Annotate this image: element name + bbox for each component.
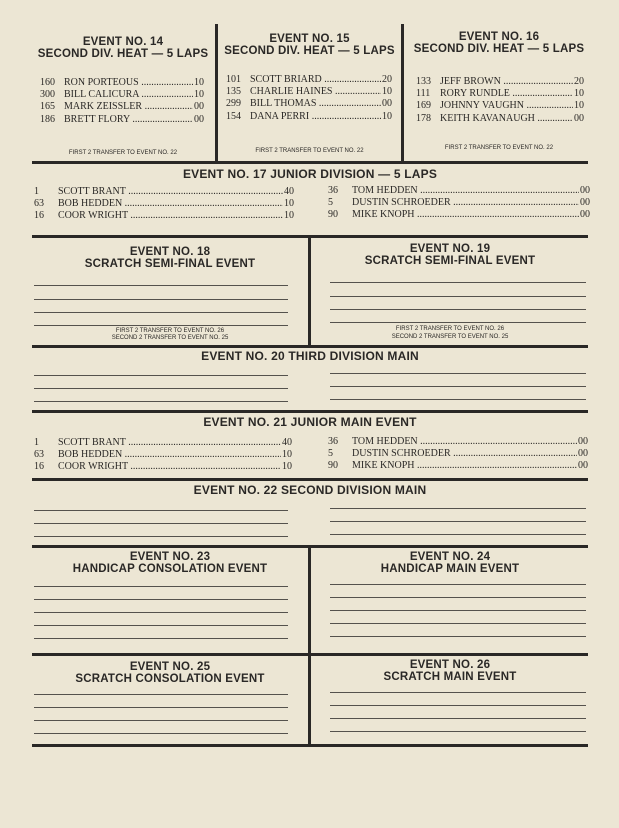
car-number: 36 [328,185,338,196]
write-in-line [330,636,586,637]
driver-name: DUSTIN SCHROEDER ..... [352,197,579,209]
write-in-line [330,322,586,323]
event-14-number: EVENT NO. 14 [82,36,164,48]
event-15-subtitle: SECOND DIV. HEAT — 5 LAPS [224,45,395,57]
entry-row [40,89,204,101]
event-24-title [312,551,588,575]
points: 20 [574,76,584,87]
event-24-number: EVENT NO. 24 [409,551,491,563]
event-18-note-first: FIRST 2 TRANSFER TO EVENT NO. 26 [115,328,225,334]
event-14-title [32,36,214,60]
write-in-line [34,285,288,286]
points: 10 [574,88,584,100]
write-in-line [330,399,586,400]
car-number: 160 [40,77,55,88]
driver-name: BILL CALICURA ..... [64,89,193,101]
write-in-line [330,705,586,706]
car-number: 16 [34,461,44,473]
car-number: 135 [226,86,241,98]
entry-row [328,448,588,460]
entry-row [226,98,392,110]
write-in-line [330,521,586,522]
event-15-title [218,33,401,57]
write-in-line [34,312,288,313]
event-14-entries [40,77,204,126]
write-in-line [34,388,288,389]
driver-name: COOR WRIGHT ..... [58,210,283,222]
points: 00 [578,448,588,460]
entry-row [40,77,204,89]
entry-row [40,114,204,126]
points: 10 [284,198,294,210]
points: 10 [282,461,292,473]
write-in-line [330,373,586,374]
points: 10 [284,210,294,222]
event-17-left-entries [34,186,294,223]
driver-name: SCOTT BRIARD ..... [250,74,381,86]
event-24-subtitle: HANDICAP MAIN EVENT [380,563,520,575]
write-in-line [34,694,288,695]
driver-name: BOB HEDDEN ..... [58,449,281,461]
event-19-note-second: SECOND 2 TRANSFER TO EVENT NO. 25 [391,334,509,340]
event-16-number: EVENT NO. 16 [458,31,540,43]
event-14-transfer-note: FIRST 2 TRANSFER TO EVENT NO. 22 [68,150,178,156]
car-number: 90 [328,209,338,221]
car-number: 1 [34,437,39,448]
car-number: 300 [40,89,55,101]
points: 00 [580,209,590,221]
driver-name: SCOTT BRANT ..... [58,437,281,449]
rule-event-21-bottom [32,478,588,481]
car-number: 5 [328,197,333,209]
write-in-line [330,692,586,693]
rule-page-bottom [32,744,588,747]
points: 00 [578,460,588,472]
write-in-line [34,375,288,376]
event-21-left-entries [34,437,292,474]
write-in-line [34,586,288,587]
write-in-line [330,386,586,387]
driver-name: TOM HEDDEN ..... [352,185,579,197]
write-in-line [330,731,586,732]
event-20-title: EVENT NO. 20 THIRD DIVISION MAIN [201,349,419,363]
driver-name: BRETT FLORY ..... [64,114,193,126]
write-in-line [34,401,288,402]
write-in-line [34,523,288,524]
write-in-line [34,299,288,300]
entry-row [416,76,584,88]
entry-row [40,101,204,113]
driver-name: RORY RUNDLE ..... [440,88,573,100]
entry-row [416,113,584,125]
rule-event-20-bottom [32,410,588,413]
write-in-line [34,599,288,600]
points: 20 [382,74,392,85]
driver-name: KEITH KAVANAUGH ..... [440,113,573,125]
write-in-line [34,707,288,708]
event-26-title [312,659,588,683]
car-number: 165 [40,101,55,113]
rule-event-23-24-bottom [32,653,588,656]
event-18-subtitle: SCRATCH SEMI-FINAL EVENT [84,258,256,270]
event-18-number: EVENT NO. 18 [129,246,211,258]
event-15-entries [226,74,392,123]
car-number: 169 [416,100,431,112]
points: 10 [382,86,392,98]
car-number: 1 [34,186,39,197]
entry-row [226,74,392,86]
write-in-line [34,536,288,537]
driver-name: MIKE KNOPH ..... [352,209,579,221]
rule-event-18-19-bottom [32,345,588,348]
car-number: 178 [416,112,431,124]
points: 00 [574,112,584,124]
event-23-number: EVENT NO. 23 [129,551,211,563]
points: 40 [284,186,294,197]
entry-row [328,197,590,209]
entry-row [328,436,588,448]
entry-row [34,210,294,222]
entry-row [226,111,392,123]
write-in-line [330,309,586,310]
driver-name: DUSTIN SCHROEDER ..... [352,448,577,460]
entry-row [328,209,590,221]
write-in-line [34,612,288,613]
points: 00 [580,197,590,209]
points: 40 [282,437,292,448]
event-19-number: EVENT NO. 19 [409,243,491,255]
event-16-subtitle: SECOND DIV. HEAT — 5 LAPS [413,43,585,55]
write-in-line [34,510,288,511]
write-in-line [34,638,288,639]
driver-name: DANA PERRI ..... [250,111,381,123]
write-in-line [34,720,288,721]
divider-event-18-19 [308,236,311,346]
event-16-transfer-note: FIRST 2 TRANSFER TO EVENT NO. 22 [444,145,554,151]
event-15-number: EVENT NO. 15 [269,33,350,45]
driver-name: MARK ZEISSLER ..... [64,101,193,113]
divider-heat-15-16 [401,24,404,162]
entry-row [416,88,584,100]
car-number: 133 [416,76,431,87]
car-number: 5 [328,448,333,460]
write-in-line [330,610,586,611]
driver-name: SCOTT BRANT ..... [58,186,283,198]
entry-row [34,198,294,210]
event-15-transfer-note: FIRST 2 TRANSFER TO EVENT NO. 22 [255,148,364,154]
event-21-title: EVENT NO. 21 JUNIOR MAIN EVENT [203,415,417,429]
driver-name: TOM HEDDEN ..... [352,436,577,448]
rule-heats-bottom [32,161,588,164]
points: 00 [382,98,392,110]
write-in-line [330,584,586,585]
event-19-subtitle: SCRATCH SEMI-FINAL EVENT [364,255,536,267]
car-number: 90 [328,460,338,472]
points: 00 [194,113,204,125]
points: 10 [282,449,292,461]
entry-row [416,100,584,112]
driver-name: CHARLIE HAINES ..... [250,86,381,98]
event-18-note-second: SECOND 2 TRANSFER TO EVENT NO. 25 [111,335,229,341]
points: 00 [580,185,590,196]
car-number: 111 [416,88,431,100]
write-in-line [330,296,586,297]
event-16-entries [416,76,584,125]
write-in-line [330,623,586,624]
entry-row [34,449,292,461]
event-25-title [32,661,308,685]
event-26-number: EVENT NO. 26 [409,659,491,671]
entry-row [34,437,292,449]
car-number: 101 [226,74,241,85]
driver-name: MIKE KNOPH ..... [352,460,577,472]
driver-name: COOR WRIGHT ..... [58,461,281,473]
event-17-title: EVENT NO. 17 JUNIOR DIVISION — 5 LAPS [182,167,438,181]
entry-row [34,186,294,198]
event-19-note-first: FIRST 2 TRANSFER TO EVENT NO. 26 [395,326,505,332]
write-in-line [330,282,586,283]
write-in-line [330,718,586,719]
write-in-line [34,325,288,326]
event-23-subtitle: HANDICAP CONSOLATION EVENT [72,563,268,575]
write-in-line [34,625,288,626]
event-25-number: EVENT NO. 25 [129,661,211,673]
divider-events-23-26 [308,546,311,745]
car-number: 186 [40,113,55,125]
points: 10 [194,89,204,101]
event-14-subtitle: SECOND DIV. HEAT — 5 LAPS [37,48,209,60]
write-in-line [34,733,288,734]
event-19-title [312,243,588,267]
event-26-subtitle: SCRATCH MAIN EVENT [383,671,517,683]
write-in-line [330,534,586,535]
write-in-line [330,508,586,509]
event-21-right-entries [328,436,588,473]
entry-row [226,86,392,98]
driver-name: JOHNNY VAUGHN ..... [440,100,573,112]
car-number: 154 [226,110,241,122]
entry-row [328,460,588,472]
car-number: 16 [34,210,44,222]
event-17-right-entries [328,185,590,222]
write-in-line [330,597,586,598]
entry-row [328,185,590,197]
event-25-subtitle: SCRATCH CONSOLATION EVENT [75,673,265,685]
entry-row [34,461,292,473]
car-number: 36 [328,436,338,447]
car-number: 299 [226,98,241,110]
points: 00 [578,436,588,447]
points: 10 [194,77,204,88]
driver-name: BOB HEDDEN ..... [58,198,283,210]
driver-name: BILL THOMAS ..... [250,98,381,110]
points: 10 [574,100,584,112]
car-number: 63 [34,449,44,461]
driver-name: RON PORTEOUS ..... [64,77,193,89]
event-23-title [32,551,308,575]
points: 00 [194,101,204,113]
driver-name: JEFF BROWN ..... [440,76,573,88]
car-number: 63 [34,198,44,210]
points: 10 [382,110,392,122]
event-16-title [406,31,592,55]
event-18-title [32,246,308,270]
event-22-title: EVENT NO. 22 SECOND DIVISION MAIN [193,483,427,497]
